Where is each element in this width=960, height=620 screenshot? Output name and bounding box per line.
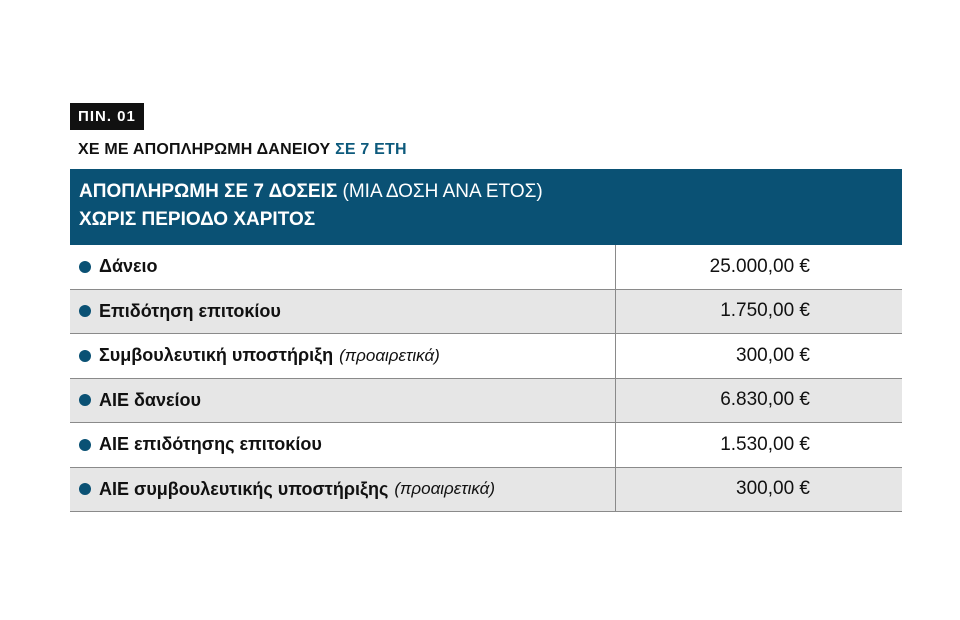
row-label-cell — [79, 379, 201, 423]
table-row — [70, 423, 902, 468]
bullet-icon — [79, 483, 91, 495]
row-note: (προαιρετικά) — [339, 345, 440, 365]
header-line-1-rest: (ΜΙΑ ΔΟΣΗ ΑΝΑ ΕΤΟΣ) — [337, 181, 543, 202]
table-row — [70, 290, 902, 335]
row-label-cell — [79, 334, 440, 378]
row-label: ΑΙΕ επιδότησης επιτοκίου — [99, 434, 322, 455]
column-divider — [615, 290, 616, 334]
table-row — [70, 245, 902, 290]
row-label: ΑΙΕ δανείου — [99, 389, 202, 410]
header-line-1 — [79, 178, 902, 206]
header-line-1-bold: ΑΠΟΠΛΗΡΩΜΗ ΣΕ 7 ΔΟΣΕΙΣ — [79, 181, 338, 202]
table-subtitle — [78, 141, 407, 159]
table-number-tag: ΠΙΝ. 01 — [70, 103, 144, 130]
repayment-table — [70, 169, 902, 512]
table-header — [70, 169, 902, 245]
row-label: Δάνειο — [99, 256, 158, 277]
row-value: 1.530,00 € — [720, 433, 810, 455]
column-divider — [615, 245, 616, 289]
bullet-icon — [79, 394, 91, 406]
row-label: Επιδότηση επιτοκίου — [99, 300, 281, 321]
subtitle-prefix: ΧΕ ΜΕ ΑΠΟΠΛΗΡΩΜΗ ΔΑΝΕΙΟΥ — [78, 141, 336, 158]
row-label-cell — [79, 245, 158, 289]
table-row — [70, 379, 902, 424]
row-label: ΑΙΕ συμβουλευτικής υποστήριξης — [99, 478, 389, 499]
row-note: (προαιρετικά) — [394, 479, 496, 499]
bullet-icon — [79, 350, 91, 362]
row-value: 1.750,00 € — [720, 300, 810, 322]
row-label-cell — [79, 468, 495, 512]
row-label: Συμβουλευτική υποστήριξη — [99, 345, 334, 366]
row-value: 300,00 € — [736, 344, 810, 366]
table-row — [70, 334, 902, 379]
bullet-icon — [79, 439, 91, 451]
table-row — [70, 468, 902, 513]
table-body — [70, 245, 902, 512]
column-divider — [615, 468, 616, 512]
subtitle-accent: ΣΕ 7 ΕΤΗ — [335, 141, 407, 158]
row-value: 300,00 € — [736, 478, 810, 500]
column-divider — [615, 423, 616, 467]
row-label-cell — [79, 423, 322, 467]
header-line-2: ΧΩΡΙΣ ΠΕΡΙΟΔΟ ΧΑΡΙΤΟΣ — [79, 209, 316, 230]
row-value: 25.000,00 € — [709, 255, 810, 277]
column-divider — [615, 334, 616, 378]
row-value: 6.830,00 € — [720, 389, 810, 411]
column-divider — [615, 379, 616, 423]
bullet-icon — [79, 261, 91, 273]
bullet-icon — [79, 305, 91, 317]
row-label-cell — [79, 290, 281, 334]
